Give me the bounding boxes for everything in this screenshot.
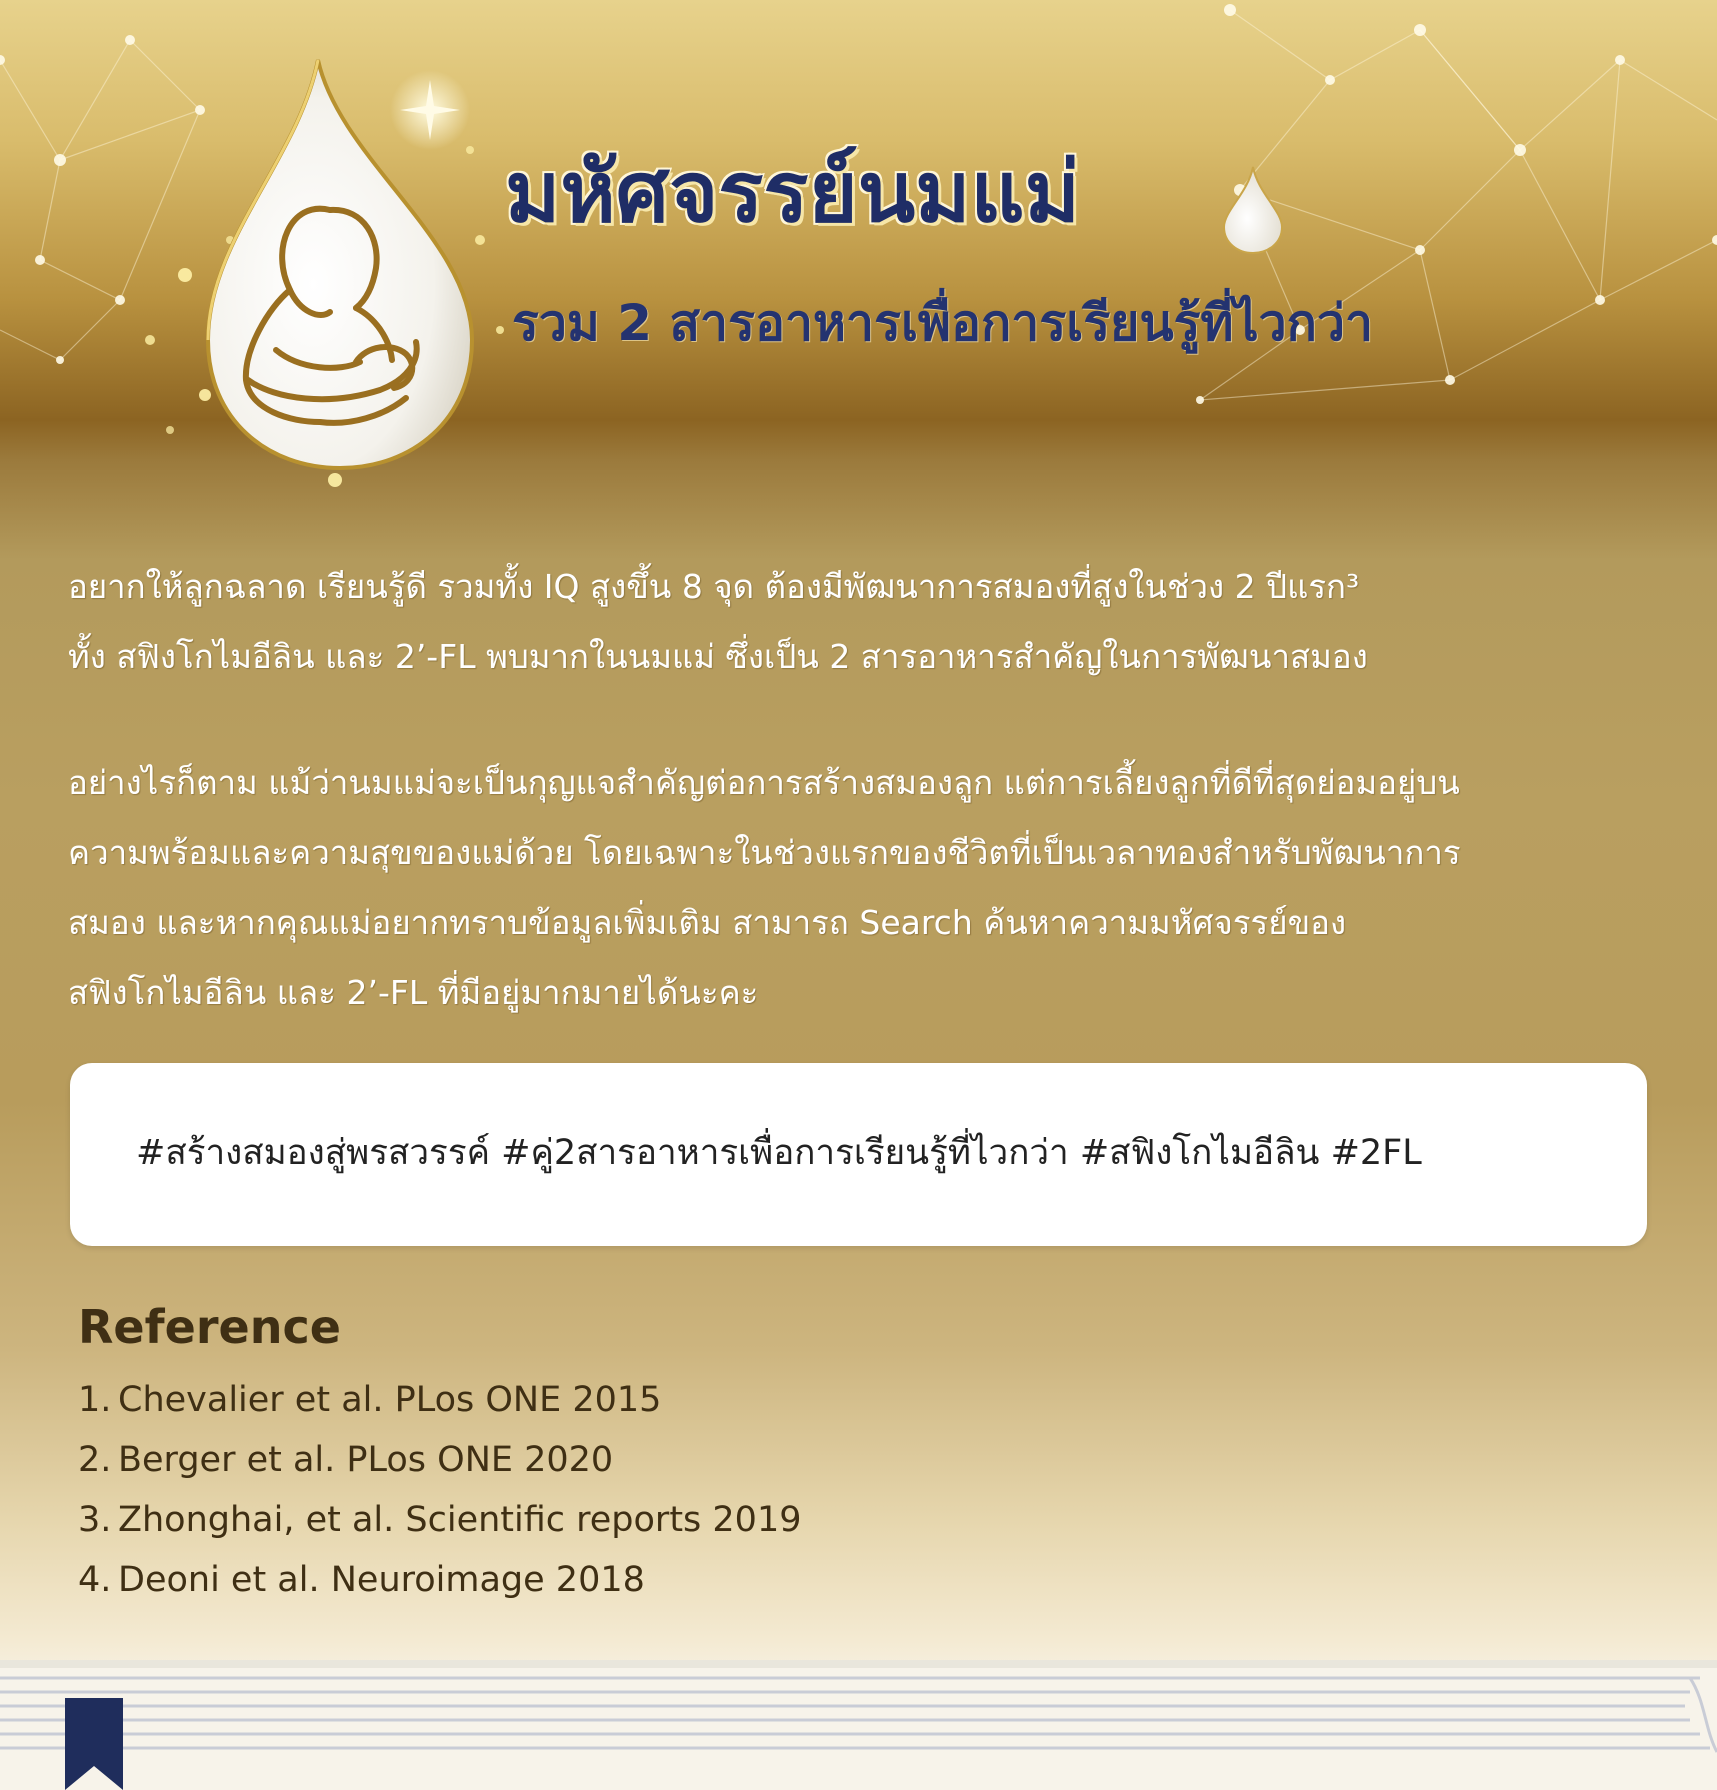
- hashtag-box: [70, 1063, 1647, 1246]
- paragraph-line: สฟิงโกไมอีลิน และ 2’-FL ที่มีอยู่มากมายได้นะคะ: [68, 973, 759, 1012]
- paragraph-line: ทั้ง สฟิงโกไมอีลิน และ 2’-FL พบมากในนมแม่ ซึ่งเป็น 2 สารอาหารสำคัญในการพัฒนาสมอง: [68, 637, 1368, 676]
- reference-title: Reference: [78, 1300, 341, 1354]
- reference-list: [78, 1370, 801, 1610]
- book-pages-footer: [0, 1660, 1717, 1790]
- page-subtitle: รวม 2 สารอาหารเพื่อการเรียนรู้ที่ไวกว่า: [512, 294, 1374, 352]
- paragraph-line: ความพร้อมและความสุขของแม่ด้วย โดยเฉพาะในช่วงแรกของชีวิตที่เป็นเวลาทองสำหรับพัฒนาการ: [68, 833, 1461, 872]
- reference-item: 3. Zhonghai, et al. Scientific reports 2019: [78, 1500, 802, 1540]
- reference-item: 4. Deoni et al. Neuroimage 2018: [78, 1560, 645, 1600]
- hashtag-text: #สร้างสมองสู่พรสวรรค์ #คู่2สารอาหารเพื่อการเรียนรู้ที่ไวกว่า #สฟิงโกไมอีลิน #2FL: [136, 1133, 1422, 1173]
- paragraph-line: อยากให้ลูกฉลาด เรียนรู้ดี รวมทั้ง IQ สูงขึ้น 8 จุด ต้องมีพัฒนาการสมองที่สูงในช่วง 2 ปีแรก³: [68, 567, 1360, 606]
- reference-item: 2. Berger et al. PLos ONE 2020: [78, 1440, 614, 1480]
- intro-paragraph: [68, 552, 1688, 692]
- paragraph-line: อย่างไรก็ตาม แม้ว่านมแม่จะเป็นกุญแจสำคัญต่อการสร้างสมองลูก แต่การเลี้ยงลูกที่ดีที่สุดย่อมอยู่บน: [68, 763, 1460, 802]
- bookmark-icon: [65, 1698, 123, 1790]
- mother-breastfeeding-drop-icon: [180, 50, 500, 490]
- advice-paragraph: [68, 748, 1688, 1028]
- milk-drop-icon: [1220, 165, 1286, 255]
- reference-item: 1. Chevalier et al. PLos ONE 2015: [78, 1380, 662, 1420]
- page-title: มหัศจรรย์นมแม่: [505, 143, 1081, 241]
- paragraph-line: สมอง และหากคุณแม่อยากทราบข้อมูลเพิ่มเติม สามารถ Search ค้นหาความมหัศจรรย์ของ: [68, 903, 1347, 942]
